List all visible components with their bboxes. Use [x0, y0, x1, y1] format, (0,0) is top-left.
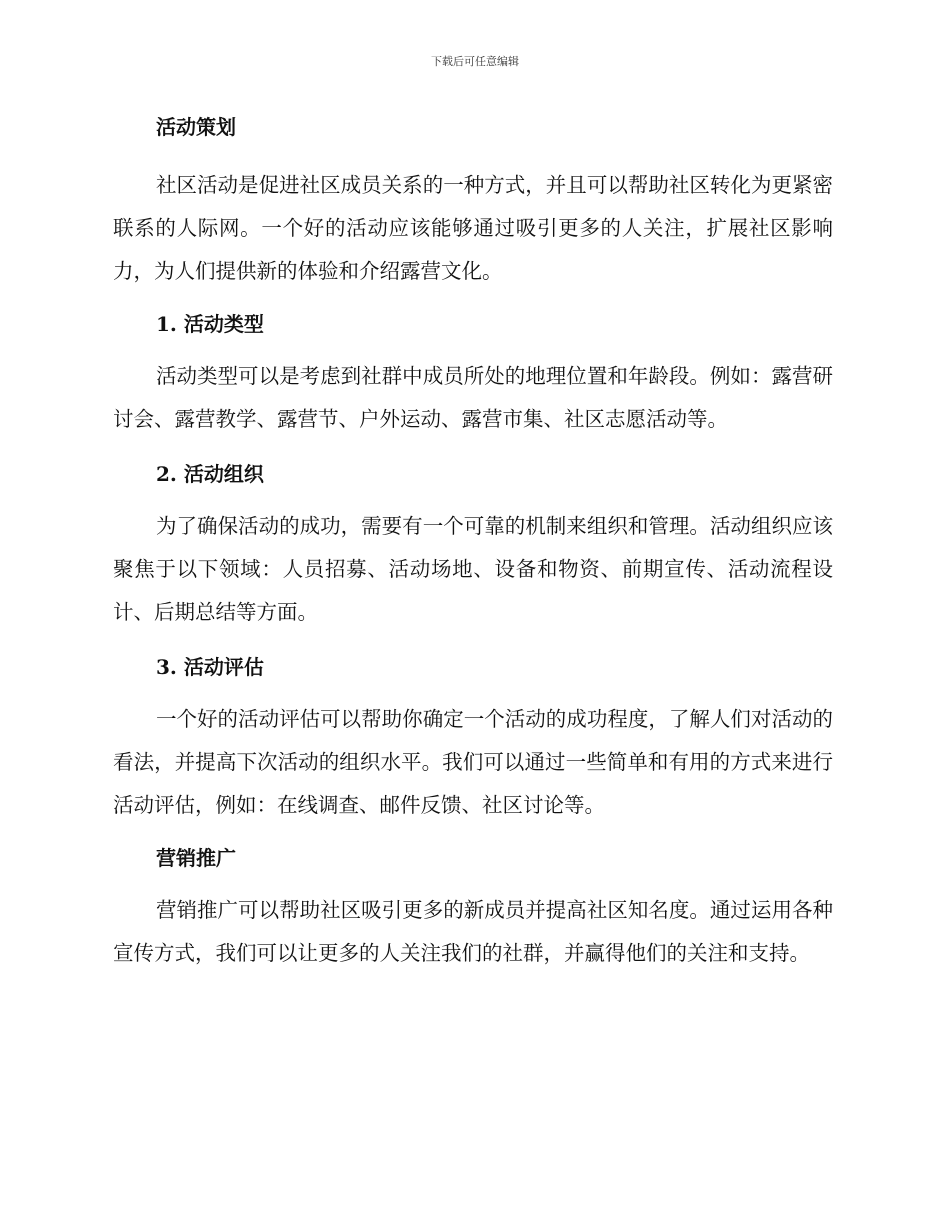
section-paragraph-activity-planning: 社区活动是促进社区成员关系的一种方式，并且可以帮助社区转化为更紧密联系的人际网。一个好的活动应该能够通过吸引更多的人关注，扩展社区影响力，为人们提供新的体验和介绍露营文化。	[113, 173, 833, 283]
section-paragraph-activity-evaluation: 一个好的活动评估可以帮助你确定一个活动的成功程度，了解人们对活动的看法，并提高下次活动的组织水平。我们可以通过一些简单和有用的方式来进行活动评估，例如：在线调查、邮件反馈、社区讨论等。	[113, 707, 833, 817]
section-heading-marketing: 营销推广	[156, 846, 236, 870]
page-header: 下载后可任意编辑	[431, 55, 519, 68]
section-heading-activity-type: 1. 活动类型	[156, 312, 264, 336]
document-body	[113, 104, 833, 981]
section-heading-activity-planning: 活动策划	[156, 115, 236, 139]
section-paragraph-activity-type: 活动类型可以是考虑到社群中成员所处的地理位置和年龄段。例如：露营研讨会、露营教学、露营节、户外运动、露营市集、社区志愿活动等。	[113, 364, 833, 431]
section-paragraph-activity-organization: 为了确保活动的成功，需要有一个可靠的机制来组织和管理。活动组织应该聚焦于以下领域：人员招募、活动场地、设备和物资、前期宣传、活动流程设计、后期总结等方面。	[113, 514, 833, 624]
section-heading-activity-organization: 2. 活动组织	[156, 462, 264, 486]
section-heading-activity-evaluation: 3. 活动评估	[156, 655, 264, 679]
section-paragraph-marketing: 营销推广可以帮助社区吸引更多的新成员并提高社区知名度。通过运用各种宣传方式，我们可以让更多的人关注我们的社群，并赢得他们的关注和支持。	[113, 898, 833, 965]
